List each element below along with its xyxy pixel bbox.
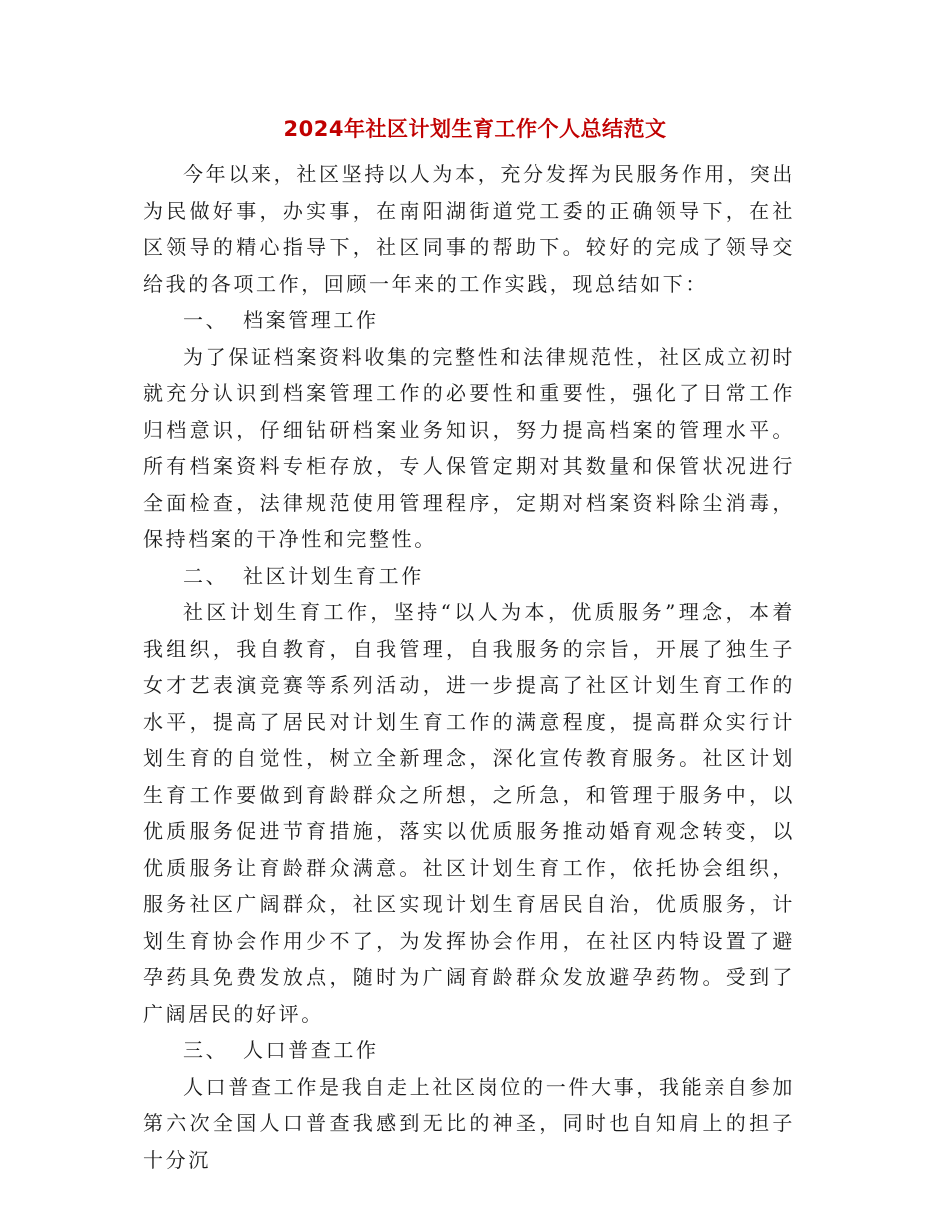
section-heading-text: 人口普查工作 [243,1038,379,1062]
section-heading-text: 档案管理工作 [243,308,379,332]
section-heading-3 [143,1032,795,1069]
intro-paragraph: 今年以来，社区坚持以人为本，充分发挥为民服务作用，突出为民做好事，办实事，在南阳湖街道党工委的正确领导下，在社区领导的精心指导下，社区同事的帮助下。较好的完成了领导交给我的各项工作，回顾一年来的工作实践，现总结如下： [143,162,795,296]
document-body [143,156,795,1178]
section-number: 三、 [183,1038,229,1062]
section-heading-2 [143,558,795,595]
section-number: 二、 [183,563,229,588]
section-paragraph-2: 社区计划生育工作，坚持“以人为本，优质服务”理念，本着我组织，我自教育，自我管理，自我服务的宗旨，开展了独生子女才艺表演竞赛等系列活动，进一步提高了社区计划生育工作的水平，提高了居民对计划生育工作的满意程度，提高群众实行计划生育的自觉性，树立全新理念，深化宣传教育服务。社区计划生育工作要做到育龄群众之所想，之所急，和管理于服务中，以优质服务促进节育措施，落实以优质服务推动婚育观念转变，以优质服务让育龄群众满意。社区计划生育工作，依托协会组织，服务社区广阔群众，社区实现计划生育居民自治，优质服务，计划生育协会作用少不了，为发挥协会作用，在社区内特设置了避孕药具免费发放点，随时为广阔育龄群众发放避孕药物。受到了广阔居民的好评。 [143,600,795,1026]
section-heading-text: 社区计划生育工作 [243,563,424,588]
section-number: 一、 [183,308,229,332]
section-heading-1 [143,302,795,339]
document-title: 2024年社区计划生育工作个人总结范文 [283,117,667,141]
section-paragraph-1: 为了保证档案资料收集的完整性和法律规范性，社区成立初时就充分认识到档案管理工作的必要性和重要性，强化了日常工作归档意识，仔细钻研档案业务知识，努力提高档案的管理水平。所有档案资料专柜存放，专人保管定期对其数量和保管状况进行全面检查，法律规范使用管理程序，定期对档案资料除尘消毒，保持档案的干净性和完整性。 [143,344,795,551]
section-paragraph-3: 人口普查工作是我自走上社区岗位的一件大事，我能亲自参加第六次全国人口普查我感到无比的神圣，同时也自知肩上的担子十分沉 [143,1074,795,1172]
